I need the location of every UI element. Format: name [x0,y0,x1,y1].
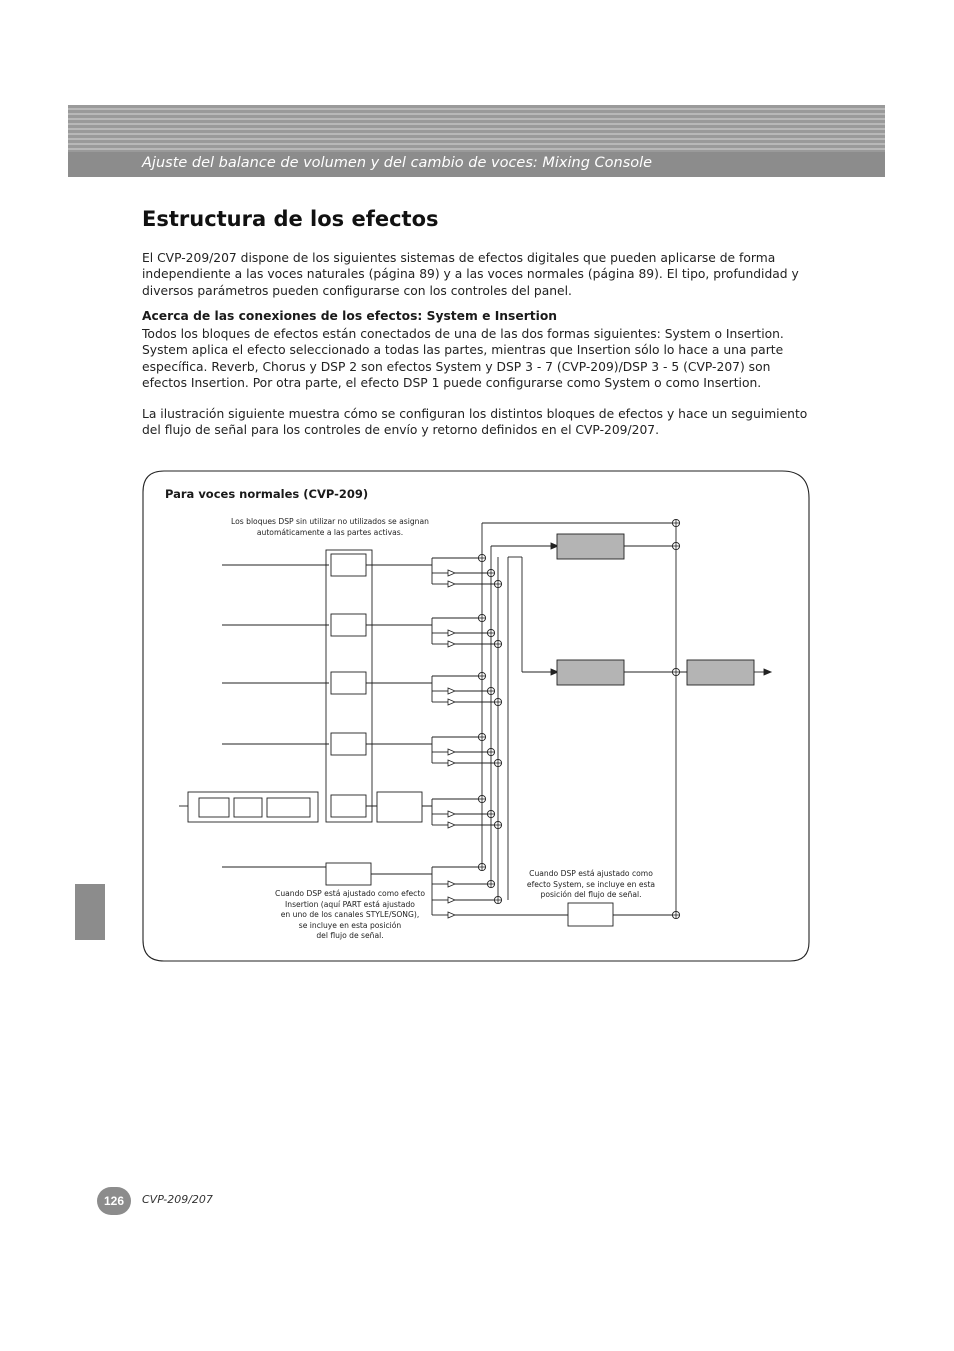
dsp-insertion-block [331,795,366,817]
dsp-insertion-block [331,554,366,576]
sum-node [494,821,501,828]
sum-node [487,880,494,887]
note-unused-dsp [220,517,440,538]
sum-node [478,733,485,740]
dsp-extra-block [377,792,422,822]
sum-node [672,911,679,918]
sum-node [478,863,485,870]
output-arrow [764,669,771,675]
header-title: Ajuste del balance de volumen y del cambio de voces: Mixing Console [142,155,653,171]
dsp-song-block [326,863,371,885]
illustration-paragraph: La ilustración siguiente muestra cómo se configuran los distintos bloques de efectos y hace un seguimiento del flujo de señal para los controles de envío y retorno definidos en el CVP-209/207. [142,407,808,438]
page-number: 126 [97,1187,131,1215]
sum-node [478,672,485,679]
diagram-frame [143,471,809,961]
connections-paragraph: Todos los bloques de efectos están conectados de una de las dos formas siguientes: System o Insertion. System aplica el efecto seleccionado a todas las partes, mientras que Insertion sólo lo hace a una parte específica. Reverb, Chorus y DSP 2 son efectos System y DSP 3 - 7 (CVP-209)/DSP 3 - 5 (CVP-207) son efectos Insertion. Por otra parte, el efecto DSP 1 puede configurarse como System o como Insertion. [142,327,784,390]
send-triangle [448,822,455,828]
note-insertion [250,889,450,942]
sum-node [487,810,494,817]
sum-node [672,542,679,549]
effects-diagram [142,470,810,962]
input-block-1 [199,798,229,817]
sum-node [487,629,494,636]
note-insertion-line: en uno de los canales STYLE/SONG), [280,910,420,919]
input-block-3 [267,798,310,817]
sum-node [487,748,494,755]
dsp-insertion-block [331,614,366,636]
sum-node [478,614,485,621]
reverb-block [557,534,624,559]
note-insertion-line: se incluye en esta posición [298,920,402,930]
sum-node [494,580,501,587]
sum-node [494,896,501,903]
chapter-side-tab [75,884,105,940]
footer-model: CVP-209/207 [142,1193,213,1206]
sum-node [494,759,501,766]
sum-node [494,640,501,647]
dsp-system-block [568,903,613,926]
note-system-line: efecto System, se incluye en esta [526,879,656,889]
send-triangle [448,811,455,817]
send-triangle [448,630,455,636]
dsp-insertion-block [331,733,366,755]
intro-paragraph: El CVP-209/207 dispone de los siguientes sistemas de efectos digitales que pueden aplicarse de forma independiente a las voces naturales (página 89) y a las voces normales (página 89). El tipo, profundidad y diversos parámetros pueden configurarse con los controles del panel. [142,251,799,298]
send-triangle [448,699,455,705]
sum-node [478,554,485,561]
note-system-line: posición del flujo de señal. [540,890,642,899]
send-triangle [448,570,455,576]
sum-node [478,795,485,802]
note-insertion-line: del flujo de señal. [316,931,384,940]
note-top-line: Los bloques DSP sin utilizar no utilizados se asignan [231,517,429,526]
send-triangle [448,641,455,647]
note-system [506,869,676,901]
send-triangle [448,749,455,755]
input-block-2 [234,798,262,817]
note-top-line: automáticamente a las partes activas. [256,527,404,537]
send-triangle [448,760,455,766]
sum-node [672,519,679,526]
chorus-block [557,660,624,685]
send-triangle [448,688,455,694]
send-triangle [448,581,455,587]
sum-node [487,569,494,576]
note-insertion-line: Insertion (aquí PART está ajustado [285,899,415,909]
subheading: Acerca de las conexiones de los efectos: System e Insertion [142,309,558,323]
signal-flow-svg [142,470,810,962]
note-system-line: Cuando DSP está ajustado como [529,869,653,878]
sum-node [672,668,679,675]
sum-node [487,687,494,694]
note-insertion-line: Cuando DSP está ajustado como efecto [275,889,425,898]
dsp-insertion-block [331,672,366,694]
page-title: Estructura de los efectos [142,207,439,231]
send-triangle [448,881,455,887]
sum-node [494,698,501,705]
master-block [687,660,754,685]
diagram-title: Para voces normales (CVP-209) [165,487,369,501]
